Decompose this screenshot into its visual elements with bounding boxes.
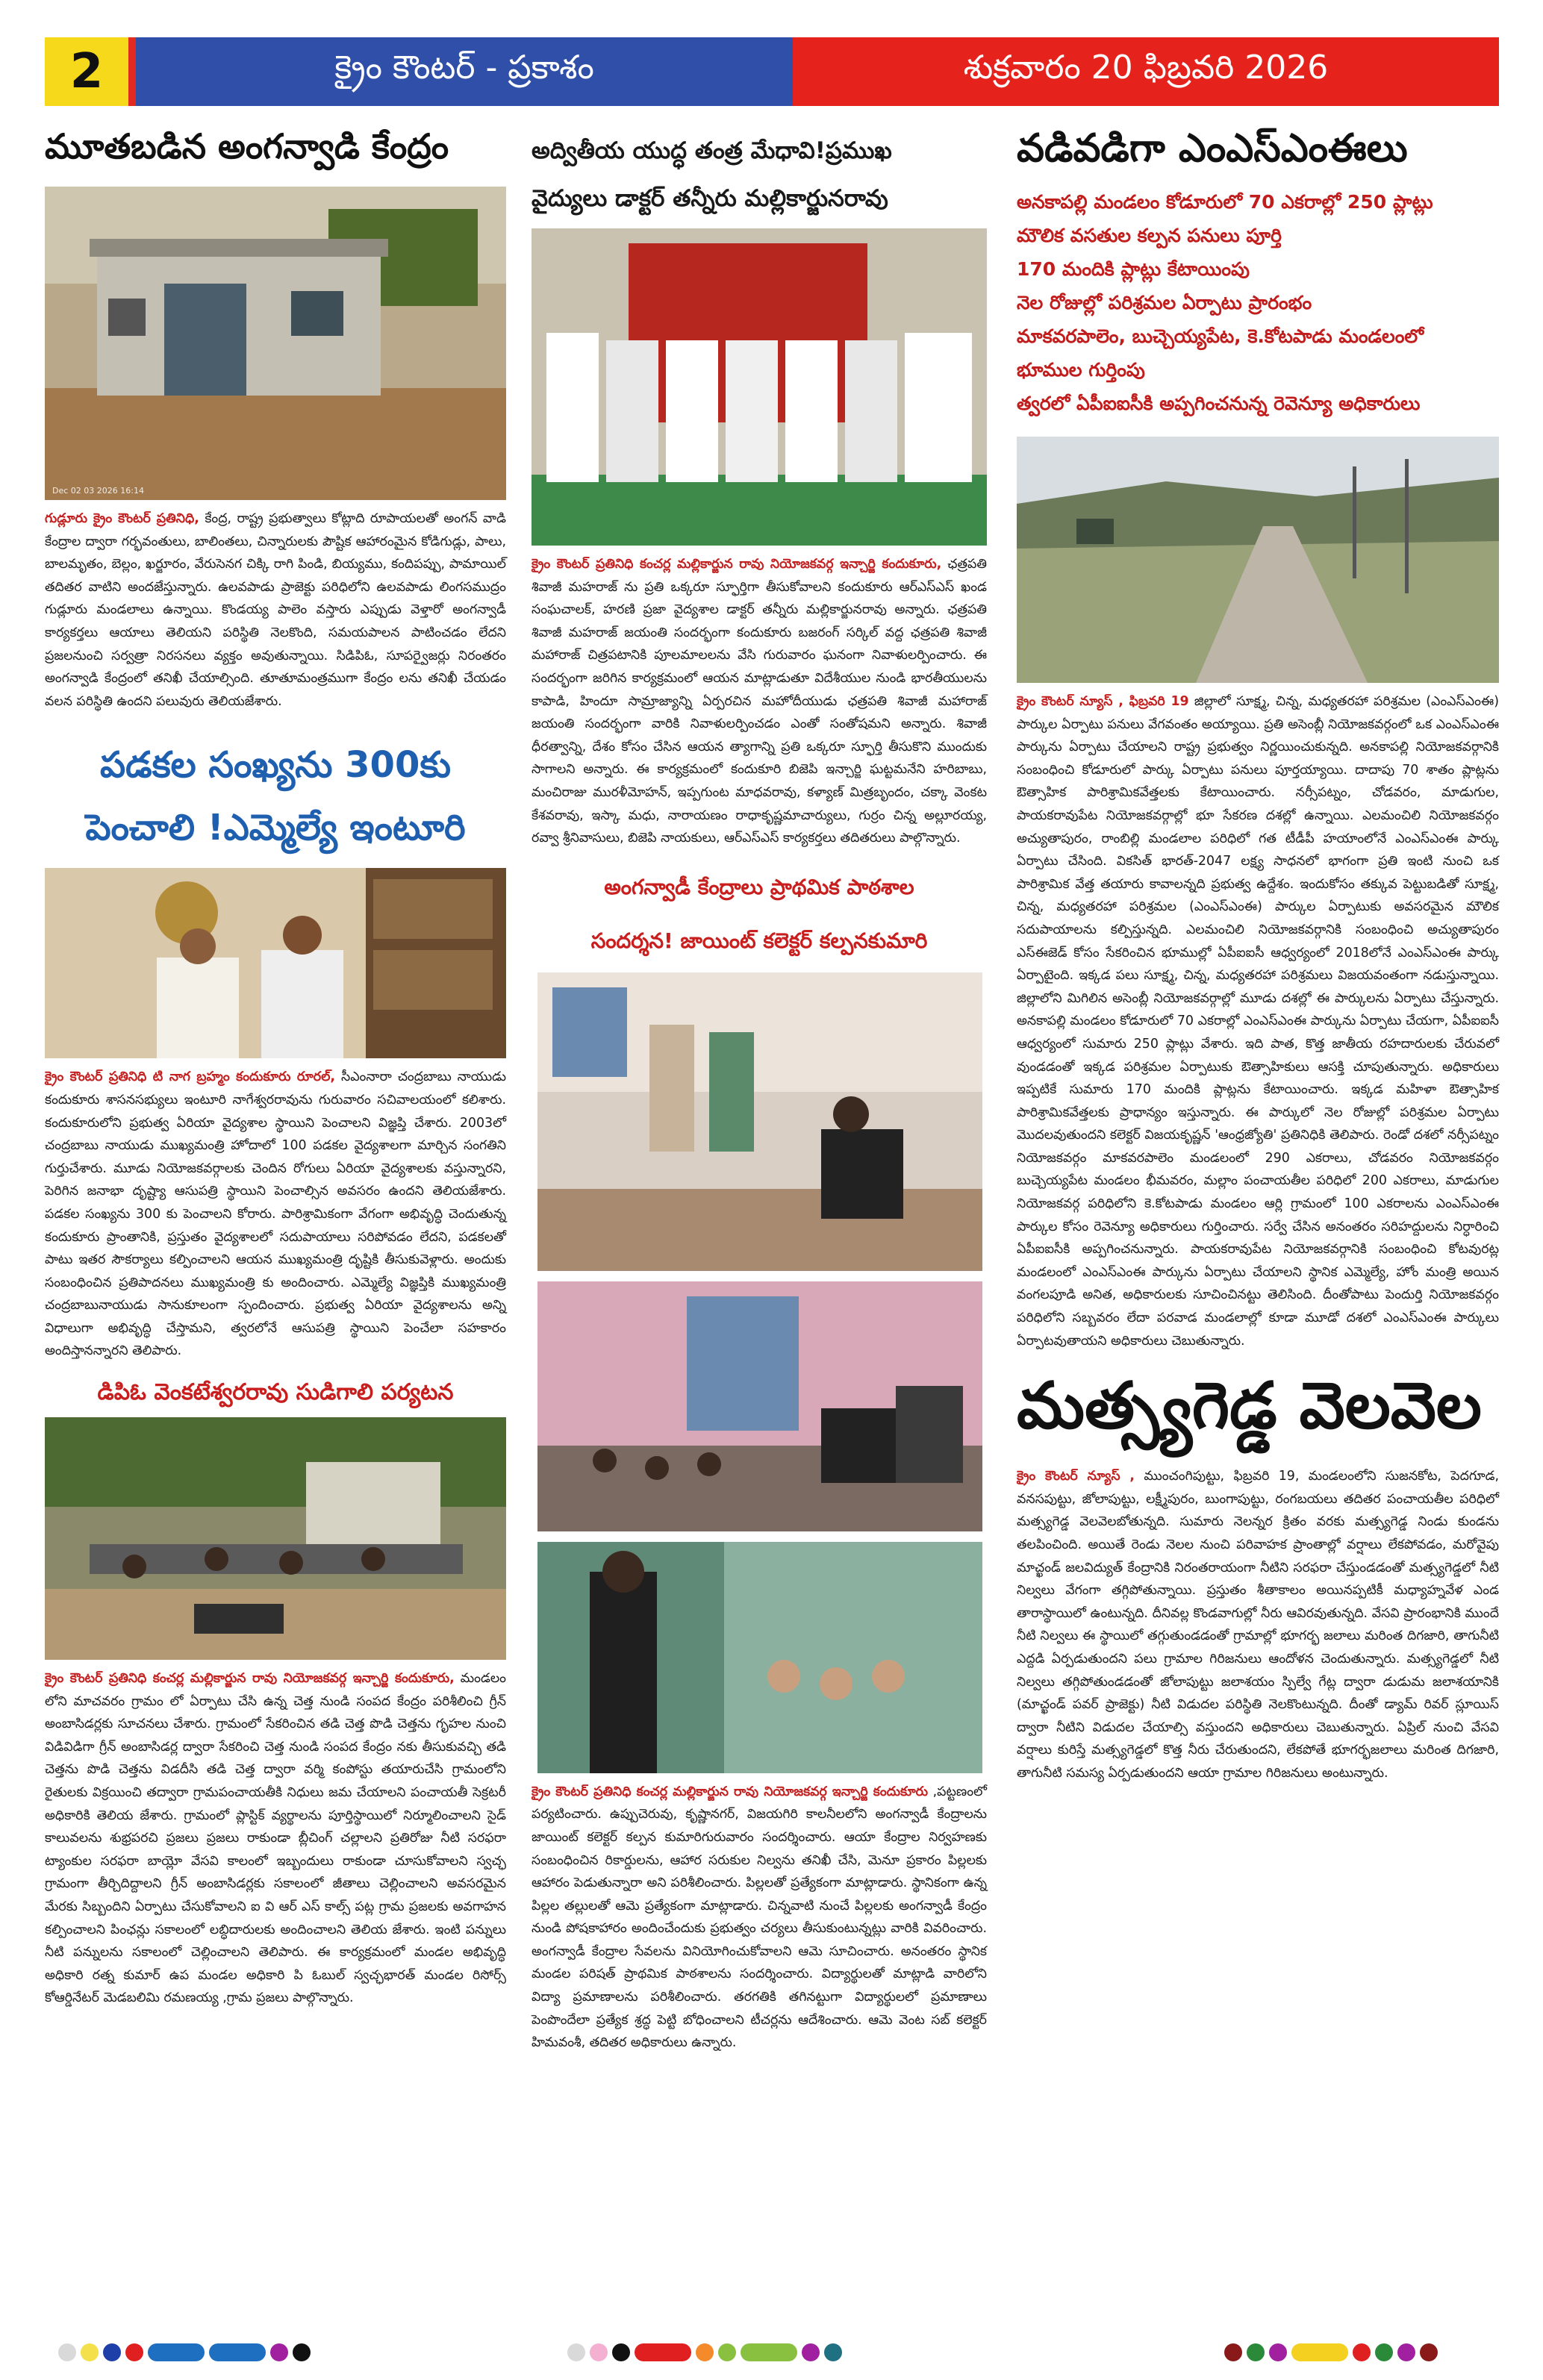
- highlight-line: త్వరలో ఏపీఐఐసీకి అప్పగించనున్న రెవెన్యూ అధికారులు: [1017, 393, 1421, 414]
- highlight-line: అనకాపల్లి మండలం కోడూరులో 70 ఎకరాల్లో 250 ప్లాట్లు: [1017, 191, 1433, 213]
- photo-collector-with-children: [537, 1542, 982, 1773]
- headline-line: అంగన్వాడీ కేంద్రాలు ప్రాథమిక పాఠశాల: [604, 874, 914, 899]
- highlight-line: 170 మందికి ప్లాట్లు కేటాయింపు: [1017, 258, 1250, 280]
- article-dpo-tour: [45, 1667, 506, 2010]
- headline-beds-300: [45, 734, 506, 859]
- page-number: 2: [45, 37, 128, 106]
- msme-highlights: [1017, 185, 1499, 420]
- registration-dot: [718, 2343, 736, 2361]
- photo-collector-anganwadi-2: [537, 1281, 982, 1531]
- dateline: క్రైం కౌంటర్ న్యూస్ , ఫిబ్రవరి 19: [1017, 694, 1189, 709]
- photo-shivaji-tribute: [532, 228, 987, 546]
- headline-joint-collector: [532, 861, 987, 968]
- registration-dot: [824, 2343, 842, 2361]
- registration-dot: [125, 2343, 143, 2361]
- registration-dot: [590, 2343, 608, 2361]
- headline-msme: వడివడిగా ఎంఎస్ఎంఈలు: [1017, 126, 1408, 171]
- registration-dot: [1353, 2343, 1371, 2361]
- dateline: గుడ్లూరు క్రైం కౌంటర్ ప్రతినిధి,: [45, 511, 199, 526]
- column-3: [1017, 127, 1499, 1785]
- registration-dot: [58, 2343, 76, 2361]
- article-text: ,పట్టణంలో పర్యటించారు. ఉప్పుచెరువు, కృష్ణానగర్, విజయగిరి కాలనీలలోని అంగన్వాడీ కేంద్రాలను జాయింట్ కలెక్టర్ కల్పన కుమారిగురువారం సందర్శించారు. ఆయా కేంద్రాల నిర్వహణకు సంబంధించిన రికార్డులను, ఆహార సరుకుల నిల్వను తనిఖీ చేసి, మెనూ ప్రకారం పిల్లలకు ఆహారం పెడుతున్నారా అని పరిశీలించారు. పిల్లలతో ప్రత్యేకంగా మాట్లాడారు. స్థానికంగా ఉన్న పిల్లల తల్లులతో ఆమె ప్రత్యేకంగా మాట్లాడారు. చిన్నవాటి నుంచే పిల్లలకు అంగన్వాడీ కేంద్రం నుండి పోషకాహారం అందించేందుకు ప్రభుత్వం చర్యలు తీసుకుంటున్నట్లు వారికి వివరించారు. అంగన్వాడీ కేంద్రాల సేవలను వినియోగించుకోవాలని ఆమె సూచించారు. అనంతరం స్థానిక మండల పరిషత్ ప్రాథమిక పాఠశాలను సందర్శించారు. విద్యార్థులతో మాట్లాడి వారిలోని విద్యా ప్రమాణాలను పరిశీలించారు. తరగతికి తగినట్టుగా విద్యార్థులలో ప్రమాణాలు పెంపొందేలా ప్రత్యేక శ్రద్ధ పెట్టి బోధించాలని టీచర్లను ఆదేశించారు. ఆమె వెంట సబ్ కలెక్టర్ హిమవంశీ, తదితర అధికారులు ఉన్నారు.: [532, 1784, 987, 2051]
- color-registration-marks-center: [567, 2343, 842, 2361]
- color-registration-marks-right: [1224, 2343, 1438, 2361]
- registration-dot: [567, 2343, 585, 2361]
- article-text: సీఎంనారా చంద్రబాబు నాయుడు కందుకూరు శాసనసభ్యులు ఇంటూరి నాగేశ్వరరావును గురువారం సచివాలయంలో కలిశారు. కందుకూరులోని ప్రభుత్వ ఏరియా వైద్యశాల స్థాయిని పెంచాలని విజ్ఞప్తి చేశారు. 2003లో చంద్రబాబు నాయుడు ముఖ్యమంత్రి హోదాలో 100 పడకల వైద్యశాలగా మార్చిన సంగతిని గుర్తుచేశారు. మూడు నియోజకవర్గాలకు చెందిన రోగులు ఏరియా వైద్యశాలకు వస్తున్నారని, పెరిగిన జనాభా దృష్ట్యా ఆసుపత్రి స్థాయిని పెంచాల్సిన అవసరం ఉందని తెలియజేశారు. పడకల సంఖ్యను 300 కు పెంచాలని కోరారు. పారిశ్రామికంగా వేగంగా అభివృద్ధి చెందుతున్న కందుకూరు ప్రాంతానికి, ప్రస్తుతం వైద్యశాలలో సదుపాయాలు సరిపోవడం లేదని, పడకలతో పాటు ఇతర సౌకర్యాలు కల్పించాలని ఆయన ముఖ్యమంత్రి దృష్టికి తీసుకువెళ్లారు. అందుకు సంబంధించిన ప్రతిపాదనలు ముఖ్యమంత్రి కు అందించారు. ఎమ్మెల్యే విజ్ఞప్తికి ముఖ్యమంత్రి చంద్రబాబునాయుడు సానుకూలంగా స్పందించారు. ప్రభుత్వ ఏరియా వైద్యశాలను అన్ని విధాలుగా అభివృద్ధి చేస్తామని, త్వరలోనే ఆసుపత్రి స్థాయిని పెంచేలా సహకారం అందిస్తానన్నారని తెలిపారు.: [45, 1069, 507, 1359]
- headline-shivaji: [532, 127, 987, 222]
- highlight-line: భూముల గుర్తింపు: [1017, 359, 1145, 381]
- headline-line: పెంచాలి !ఎమ్మెల్యే ఇంటూరి: [85, 807, 466, 849]
- registration-bar: [148, 2343, 205, 2361]
- headline-line: అద్వితీయ యుద్ధ తంత్ర మేధావి!ప్రముఖ: [532, 137, 892, 164]
- registration-bar: [1291, 2343, 1348, 2361]
- article-beds-300: [45, 1066, 506, 1363]
- dateline: క్రైం కౌంటర్ ప్రతినిధి కంచర్ల మల్లికార్జున రావు నియోజకవర్గ ఇన్చార్జి కందుకూరు: [532, 1784, 929, 1799]
- registration-dot: [81, 2343, 99, 2361]
- article-text: ముంచంగిపుట్టు, ఫిబ్రవరి 19, మండలంలోని సుజనకోట, పెదగూడ, వనసపుట్టు, జోలాపుట్టు, లక్ష్మీపురం, బుంగాపుట్టు, రంగబయలు తదితర పంచాయతీల పరిధిలో మత్స్యగెడ్డ వెలవెలబోతున్నది. సుమారు నెలన్నర క్రితం వరకు మత్స్యగెడ్డ నిండు కుండను తలపించింది. అయితే రెండు నెలల నుంచి పరివాహక ప్రాంతాల్లో వర్షాలు లేకపోవడం, మరోవైపు మాచ్ఖండ్ జలవిద్యుత్ కేంద్రానికి నిరంతరాయంగా నీటిని సరఫరా చేస్తుండడంతో మత్స్యగెడ్డలో నీటి నిల్వలు వేగంగా తగ్గిపోతున్నాయి. ప్రస్తుతం శీతాకాలం అయినప్పటికీ మధ్యాహ్నవేళ ఎండ తారాస్థాయిలో ఉంటున్నది. దీనివల్ల కొండవాగుల్లో నీరు ఆవిరవుతున్నది. వేసవి ప్రారంభానికి ముందే నీటి నిల్వలు ఈ స్థాయిలో తగ్గుతుండడంతో గ్రామాల్లో భూగర్భ జలాలు మరింత దిగజారి, తాగునీటి ఎద్దడి ఏర్పడుతుందని పలు గ్రామాల గిరిజనులు ఆందోళన చెందుతున్నారు. మత్స్యగెడ్డలో నీటి నిల్వలు తగ్గిపోతుండడంతో జోలాపుట్టు జలాశయం స్పిల్వే గేట్ల ద్వారా డుడుమ జలాశయానికి (మాచ్ఖండ్ పవర్ ప్రాజెక్టు) నీటి విడుదల పరిస్థితి నెలకొంటున్నది. దీంతో డ్యామ్ రివర్ స్లూయిస్ ద్వారా నీటిని విడుదల చేయాల్సి వస్తుందని అధికారులు చెబుతున్నారు. ఏప్రిల్ నుంచి వేసవి వర్షాలు కురిస్తే మత్స్యగెడ్డలో కొత్త నీరు చేరుతుందని, లేకపోతే భూగర్భజలాలు మరింత దిగజారి, తాగునీటి సమస్య ఏర్పడుతుందని ఆయా గ్రామాల గిరిజనులు అంటున్నారు.: [1017, 1469, 1499, 1781]
- issue-date: శుక్రవారం 20 ఫిబ్రవరి 2026: [793, 37, 1499, 106]
- photo-mla-meets-cm: [45, 868, 506, 1058]
- column-2: [532, 127, 987, 2055]
- registration-dot: [293, 2343, 311, 2361]
- registration-bar: [209, 2343, 266, 2361]
- highlight-line: నెల రోజుల్లో పరిశ్రమల ఏర్పాటు ప్రారంభం: [1017, 292, 1312, 313]
- registration-dot: [1420, 2343, 1438, 2361]
- paper-title: క్రైం కౌంటర్ - ప్రకాశం: [128, 37, 793, 106]
- photo-timestamp: Dec 02 03 2026 16:14: [52, 486, 144, 496]
- registration-dot: [612, 2343, 630, 2361]
- dateline: క్రైం కౌంటర్ న్యూస్ ,: [1017, 1469, 1135, 1484]
- article-anganwadi-closed: [45, 507, 506, 713]
- headline-line: పడకల సంఖ్యను 300కు: [99, 744, 452, 787]
- article-matsyagedda: [1017, 1465, 1499, 1784]
- headline-anganwadi-closed: మూతబడిన అంగన్వాడి కేంద్రం: [45, 126, 449, 166]
- column-1: [45, 127, 506, 2010]
- photo-anganwadi-building: [45, 187, 506, 500]
- registration-dot: [696, 2343, 714, 2361]
- registration-dot: [1397, 2343, 1415, 2361]
- article-text: మండలం లోని మాచవరం గ్రామం లో ఏర్పాటు చేసి ఉన్న చెత్త నుండి సంపద కేంద్రం పరిశీలించి గ్రీన్ అంబాసిడర్లకు సూచనలు చేశారు. గ్రామంలో సేకరించిన తడి చెత్త పొడి చెత్తను గృహల నుంచి విడివిడిగా గ్రీన్ అంబాసిడర్ల ద్వారా సేకరించి చెత్త నుండి సంపద కేంద్రం నకు తీసుకువచ్చి తడి చెత్తను పొడి చెత్తను విడదీసి తడి చెత్త ద్వారా వర్మి కంపోస్టు తయారుచేసి గ్రామంలోని రైతులకు విక్రయించి తద్వారా గ్రామపంచాయతీకి నిధులు జమ చేయాలని పంచాయతీ సెక్రటరీ అధికారికి తెలియ జేశారు. గ్రామంలో ప్లాస్టిక్ వ్యర్థాలను పూర్తిస్థాయిలో నిర్మూలించాలని సైడ్ కాలువలను శుభ్రపరచి ప్రజలు ప్రజలు రాకుండా బ్లీచింగ్ చల్లాలని ప్రతిరోజు నీటి సరఫరా ట్యాంకుల సరఫరా బాయ్లో వేసవి కాలంలో ఇబ్బందులు రాకుండా చూసుకోవాలని స్వచ్ఛ గ్రామంగా తీర్చిదిద్దాలని గ్రీన్ అంబాసిడర్లకు సకాలంలో జీతాలు చెల్లించాలని అవసరమైన మేరకు సిబ్బందిని ఏర్పాటు చేసుకోవాలని ఐ వి ఆర్ ఎస్ కాల్స్ పట్ల గ్రామ ప్రజలకు అవగాహన కల్పించాలని పింఛన్లు సకాలంలో లబ్ధిదారులకు అందించాలని తెలియ జేశారు. ఇంటి పన్నులు నీటి పన్నులను సకాలంలో చెల్లించాలని తెలిపారు. ఈ కార్యక్రమంలో మండల అభివృద్ధి అధికారి రత్న కుమార్ ఉప మండల అధికారి పి ఓబుల్ స్వచ్ఛభారత్ మండల రిసోర్స్ కోఆర్డినేటర్ మెడబలిమి రమణయ్య ,గ్రామ ప్రజలు పాల్గొన్నారు.: [45, 1671, 506, 2006]
- registration-bar: [635, 2343, 691, 2361]
- color-registration-marks-left: [58, 2343, 311, 2361]
- headline-line: వైద్యులు డాక్టర్ తన్నీరు మల్లికార్జునరావు: [532, 185, 888, 212]
- highlight-line: మాకవరపాలెం, బుచ్చెయ్యపేట, కె.కోటపాడు మండలంలో: [1017, 325, 1424, 347]
- headline-dpo-tour: డిపిఓ వెంకటేశ్వరరావు సుడిగాలి పర్యటన: [97, 1379, 454, 1406]
- headline-line: సందర్శన! జాయింట్ కలెక్టర్ కల్పనకుమారి: [590, 928, 928, 953]
- registration-dot: [1269, 2343, 1287, 2361]
- photo-collector-anganwadi-1: [537, 972, 982, 1271]
- photo-dpo-village-visit: [45, 1417, 506, 1660]
- article-msme: [1017, 690, 1499, 1352]
- article-text: ఛత్రపతి శివాజీ మహరాజ్ ను ప్రతి ఒక్కరూ స్ఫూర్తిగా తీసుకోవాలని కందుకూరు ఆర్ఎస్ఎస్ ఖండ సంఘచాలక్, హరణి ప్రజా వైద్యశాల డాక్టర్ తన్నీరు మల్లికార్జునరావు అన్నారు. ఛత్రపతి శివాజీ మహరాజ్ జయంతి సందర్భంగా కందుకూరు బజరంగ్ సర్కిల్ వద్ద ఛత్రపతి శివాజీ మహారాజ్ చిత్రపటానికి పూలమాలలను వేసి గురువారం ఘనంగా నివాళులర్పించారు. ఈ సందర్భంగా జరిగిన కార్యక్రమంలో ఆయన మాట్లాడుతూ విదేశీయుల నుండి భారతీయులను కాపాడి, హిందూ సామ్రాజ్యాన్ని ఏర్పరచిన మహోదీయుడు ఛత్రపతి శివాజీ మహారాజ్ జయంతి సందర్భంగా వారికి నివాళులర్పించడం ఎంతో సంతోషమని అన్నారు. శివాజీ ధీరత్వాన్ని, దేశం కోసం చేసిన ఆయన త్యాగాన్ని ప్రతి ఒక్కరూ స్ఫూర్తి తీసుకొని ముందుకు సాగాలని అన్నారు. ఈ కార్యక్రమంలో కందుకూరి బిజెపి ఇన్చార్జి ఘట్టమనేని హరిబాబు, మంచిరాజు మురళీమోహన్, ఇప్పగుంట మాధవరావు, కళ్యాణ్ మిత్రబృందం, చక్కా వెంకట కేశవరావు, ఇస్కా మధు, నారాయణం రాధాకృష్ణమాచార్యులు, గుర్రం చిన్న అల్లూరయ్య, రవ్వా శ్రీనివాసులు, బిజెపి నాయకులు, ఆర్ఎస్ఎస్ కార్యకర్తలు తదితరులు పాల్గొన్నారు.: [532, 557, 987, 846]
- registration-dot: [802, 2343, 820, 2361]
- dateline: క్రైం కౌంటర్ ప్రతినిధి టి నాగ బ్రహ్మం కందుకూరు రూరల్,: [45, 1069, 336, 1085]
- dateline: క్రైం కౌంటర్ ప్రతినిధి కంచర్ల మల్లికార్జున రావు నియోజకవర్గ ఇన్చార్జి కందుకూరు,: [45, 1671, 455, 1687]
- registration-dot: [1375, 2343, 1393, 2361]
- registration-bar: [741, 2343, 797, 2361]
- article-text: కేంద్ర, రాష్ట్ర ప్రభుత్వాలు కోట్లాది రూపాయలతో అంగన్ వాడి కేంద్రాల ద్వారా గర్భవంతులు, బాలింతలు, చిన్నారులకు పౌష్టిక ఆహారంమైన కోడిగుడ్లు, పాలు, బాలమృతం, బెల్లం, ఖర్జూరం, వేరుసెనగ చిక్కి రాగి పిండి, బియ్యము, కందిపప్పు, పామాయిల్ తదితర వాటిని అందజేస్తున్నారు. ఉలవపాడు ప్రాజెక్టు పరిధిలోని ఉలవపాడు లింగసముద్రం గుడ్లూరు మండలాలు ఉన్నాయి. కొండయ్య పాలెం వస్తారు ఎప్పుడు వెళ్తారో అంగన్వాడీ కార్యకర్తలు ఆయాలు తెలియని పరిస్థితి నెలకొంది, సమయపాలన పాటించడం లేదని ప్రజలనుంచి సర్వత్రా నిరసనలు వ్యక్తం అవుతున్నాయి. సిడిపిఓ, సూపర్వైజర్లు నిరంతరం అంగన్వాడి కేంద్రంలో తనిఖీ చేయాల్సింది. తూతూమంత్రముగా కేంద్రం లను తనిఖీ చేయడం వలన పరిస్థితి ఉందని పలువురు తెలియజేశారు.: [45, 511, 506, 709]
- registration-dot: [1224, 2343, 1242, 2361]
- registration-dot: [103, 2343, 121, 2361]
- article-text: జిల్లాలో సూక్ష్మ, చిన్న, మధ్యతరహా పరిశ్రమల (ఎంఎస్ఎంఈ) పార్కుల ఏర్పాటు పనులు వేగవంతం అయ్యాయి. ప్రతి అసెంబ్లీ నియోజకవర్గంలో ఒక ఎంఎస్ఎంఈ పార్కును ఏర్పాటు చేయాలని రాష్ట్ర ప్రభుత్వం నిర్ణయించుకున్నది. అనకాపల్లి నియోజకవర్గానికి సంబంధించి కోడూరులో పార్కు ఏర్పాటు పనులు పూర్తయ్యాయి. దాదాపు 70 శాతం ప్లాట్లను ఔత్సాహిక పారిశ్రామికవేత్తలకు కేటాయించారు. నర్సీపట్నం, చోడవరం, మాడుగుల, పాయకరావుపేట నియోజకవర్గాల్లో భూ సేకరణ దశల్లో ఉన్నాయి. ఎలమంచిలి నియోజకవర్గం అచ్యుతాపురం, రాంబిల్లి మండలాల పరిధిలో గత టీడీపీ హయాంలోనే ఎంఎస్ఎంఈ పార్కు ఏర్పాటు చేసింది. వికసిత్ భారత్-2047 లక్ష్య సాధనలో భాగంగా ప్రతి ఇంటి నుంచి ఒక పారిశ్రామిక వేత్త తయారు కావాలన్నది ప్రభుత్వ ఉద్దేశం. ఇందుకోసం తక్కువ పెట్టుబడితో సూక్ష్మ, చిన్న, మధ్యతరహా పరిశ్రమల (ఎంఎస్ఎంఈ) పార్కుల ఏర్పాటుకు అవసరమైన మౌలిక సదుపాయాలను కల్పిస్తున్నది. ఎలమంచిలి నియోజకవర్గానికి సంబంధించి అచ్యుతాపురం ఎస్ఈజెడ్ కోసం సేకరించిన భూముల్లో ఏపీఐఐసీ ఆధ్వర్యంలో 2018లోనే ఎంఎస్ఎంఈ పార్కు ఏర్పాటైంది. ఇక్కడ పలు సూక్ష్మ, చిన్న, మధ్యతరహా పరిశ్రమలు విజయవంతంగా నడుస్తున్నాయి. జిల్లాలోని మిగిలిన అసెంబ్లీ నియోజకవర్గాల్లో మూడు దశల్లో ఈ పార్కులను ఏర్పాటు చేస్తున్నారు. అనకాపల్లి మండలం కోడూరులో 70 ఎకరాల్లో ఎంఎస్ఎంఈ పార్కును ఏర్పాటు చేయగా, ఏపీఐఐసీ ఆధ్వర్యంలో సుమారు 250 ప్లాట్లు వేశారు. ఇది పాత, కొత్త జాతీయ రహదారులకు చేరువలో వుండడంతో ఇక్కడ పరిశ్రమల ఏర్పాటుకు ఔత్సాహికులు ఆసక్తి చూపుతున్నారు. అధికారులు ఇప్పటికే సుమారు 170 మందికి ప్లాట్లను కేటాయించారు. ఇక్కడ మహిళా ఔత్సాహిక పారిశ్రామికవేత్తలకు ప్రాధాన్యం ఇస్తున్నారు. ఈ పార్కులో నెల రోజుల్లో పరిశ్రమల ఏర్పాటు మొదలవుతుందని కలెక్టర్ విజయకృష్ణన్ 'ఆంధ్రజ్యోతి' ప్రతినిధికి తెలిపారు. రెండో దశలో నర్సీపట్నం నియోజకవర్గం మాకవరపాలెం మండలంలో 290 ఎకరాలు, చోడవరం నియోజకవర్గం బుచ్చెయ్యపేట మండలం భీమవరం, మల్లాం పంచాయతీల పరిధిలో 200 ఎకరాలు, మాడుగుల నియోజకవర్గ పరిధిలోని కె.కోటపాడు మండలం ఆర్లి గ్రామంలో 100 ఎకరాలను ఎంఎస్ఎంఈ పార్కుల కోసం రెవెన్యూ అధికారులు గుర్తించారు. సర్వే చేసిన అనంతరం సరిహద్దులను నిర్ధారించి ఏపీఐఐసీకి అప్పగించనున్నారు. పాయకరావుపేట నియోజకవర్గానికి సంబంధించి కోటవురట్ల మండలంలో ఎంఎస్ఎంఈ పార్కును ఏర్పాటు చేయాలని స్థానిక ఎమ్మెల్యే, హోం మంత్రి అయిన వంగలపూడి అనిత, అధికారులకు సూచించినట్టు తెలిసింది. దీంతోపాటు పెందుర్తి నియోజకవర్గం పరిధిలోని సబ్బవరం లేదా పరవాడ మండలాల్లో కూడా మూడో దశలో ఎంఎస్ఎంఈ పార్కులు ఏర్పాటవుతాయని అధికారులు చెబుతున్నారు.: [1017, 694, 1499, 1349]
- highlight-line: మౌలిక వసతుల కల్పన పనులు పూర్తి: [1017, 225, 1282, 246]
- headline-matsyagedda: మత్స్యగెడ్డ వెలవెల: [1017, 1369, 1482, 1444]
- dateline: క్రైం కౌంటర్ ప్రతినిధి కంచర్ల మల్లికార్జున రావు నియోజకవర్గ ఇన్చార్జి కందుకూరు,: [532, 557, 942, 572]
- registration-dot: [270, 2343, 288, 2361]
- photo-msme-park-road: [1017, 437, 1499, 683]
- article-shivaji: [532, 553, 987, 850]
- masthead: [45, 37, 1499, 106]
- article-joint-collector: [532, 1781, 987, 2055]
- registration-dot: [1247, 2343, 1265, 2361]
